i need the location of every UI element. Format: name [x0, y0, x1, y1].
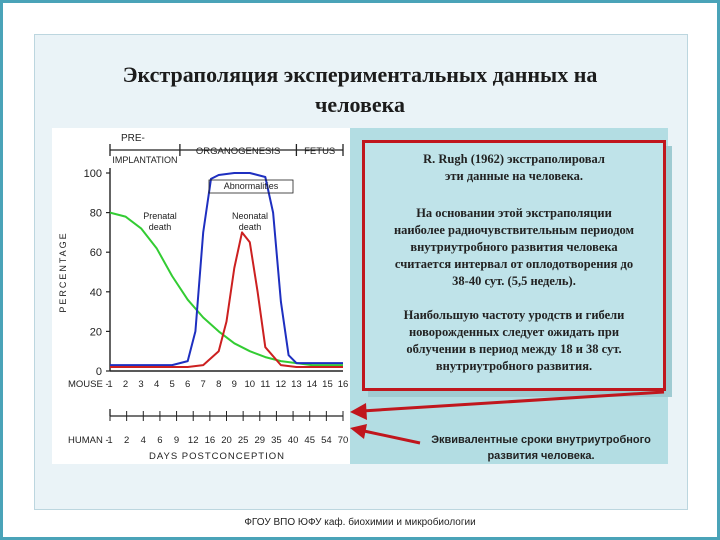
mouse-day-label: 14	[306, 379, 318, 390]
period-label: FETUS	[304, 146, 336, 157]
card-text-line: новорожденных следует ожидать при	[408, 325, 620, 339]
human-day-label: 70	[337, 435, 349, 446]
equivalent-label-line: Эквивалентные сроки внутриутробного	[431, 434, 651, 446]
card-text-line: внутриутробного развития человека	[410, 240, 618, 254]
human-day-label: 35	[271, 435, 282, 446]
y-tick-label: 100	[83, 168, 102, 180]
card-text-line: Наибольшую частоту уродств и гибели	[403, 308, 625, 322]
y-tick-label: 80	[89, 207, 102, 220]
y-tick-label: 20	[89, 326, 102, 339]
period-label: IMPLANTATION	[112, 155, 178, 165]
human-day-label: 2	[123, 435, 130, 446]
period-label: ORGANOGENESIS	[195, 146, 281, 157]
annotation-label: Prenatal	[143, 211, 177, 221]
series-line	[110, 213, 343, 366]
card-text-line: внутриутробного развития.	[435, 359, 593, 373]
card-text-line: На основании этой экстраполяции	[416, 206, 612, 220]
mouse-day-label: 16	[337, 379, 349, 390]
mouse-day-label: 7	[200, 379, 206, 390]
human-day-label: 1	[107, 435, 113, 446]
mouse-day-label: 10	[244, 379, 256, 390]
y-tick-label: 60	[89, 247, 102, 260]
human-day-label: 54	[321, 435, 332, 446]
equivalent-terms-label	[418, 432, 664, 464]
card-paragraph-1	[371, 151, 657, 185]
card-paragraph-2	[371, 205, 657, 290]
annotation-label: Neonatal	[231, 211, 269, 221]
card-text-line: облучении в период между 18 и 38 сут.	[406, 342, 622, 356]
annotation-label: Abnormalities	[223, 181, 279, 191]
card-text-line: эти данные на человека.	[444, 169, 584, 183]
title-line-1: Экстраполяция экспериментальных данных на	[122, 62, 598, 87]
period-label: PRE-	[120, 133, 145, 144]
mouse-day-label: 1	[107, 379, 113, 390]
mouse-day-label: 2	[122, 379, 129, 390]
mouse-day-label: 12	[275, 379, 287, 390]
explanation-card	[362, 140, 666, 391]
series-line	[110, 232, 343, 367]
chart-panel	[52, 128, 350, 464]
human-day-label: 16	[204, 435, 216, 446]
human-axis-label: HUMAN -	[68, 435, 109, 446]
mouse-day-label: 15	[322, 379, 333, 390]
card-text-line: 38-40 сут. (5,5 недель).	[452, 274, 576, 288]
title-line-2: человека	[315, 92, 405, 117]
mouse-day-label: 4	[153, 379, 160, 390]
mouse-day-label: 9	[231, 379, 237, 390]
human-day-label: 12	[187, 435, 199, 446]
card-paragraph-3	[371, 307, 657, 375]
card-text-line: считается интервал от оплодотворения до	[394, 257, 634, 271]
y-tick-label: 0	[95, 366, 102, 378]
equivalent-label-line: развития человека.	[487, 450, 595, 462]
annotation-label: death	[148, 222, 172, 232]
human-day-label: 25	[237, 435, 249, 446]
x-axis-title: DAYS POSTCONCEPTION	[148, 451, 286, 462]
y-axis-title: PERCENTAGE	[58, 231, 68, 313]
mouse-day-label: 3	[138, 379, 144, 390]
slide-title	[40, 60, 680, 120]
human-day-label: 4	[140, 435, 146, 446]
human-day-label: 6	[157, 435, 163, 446]
mouse-day-label: 8	[216, 379, 222, 390]
mouse-day-label: 11	[260, 379, 271, 390]
human-day-label: 45	[304, 435, 316, 446]
human-day-label: 20	[221, 435, 232, 446]
mouse-day-label: 13	[291, 379, 302, 390]
developmental-chart	[52, 128, 350, 464]
mouse-axis-label: MOUSE -	[68, 379, 109, 390]
footer-text: ФГОУ ВПО ЮФУ каф. биохимии и микробиологии	[244, 517, 476, 528]
card-text-line: R. Rugh (1962) экстраполировал	[423, 152, 605, 166]
human-day-label: 29	[254, 435, 266, 446]
mouse-day-label: 6	[185, 379, 191, 390]
mouse-day-label: 5	[169, 379, 175, 390]
annotation-label: death	[238, 222, 262, 232]
human-day-label: 9	[173, 435, 180, 446]
y-tick-label: 40	[89, 286, 102, 299]
human-day-label: 40	[287, 435, 299, 446]
card-text-line: наиболее радиочувствительным периодом	[393, 223, 635, 237]
